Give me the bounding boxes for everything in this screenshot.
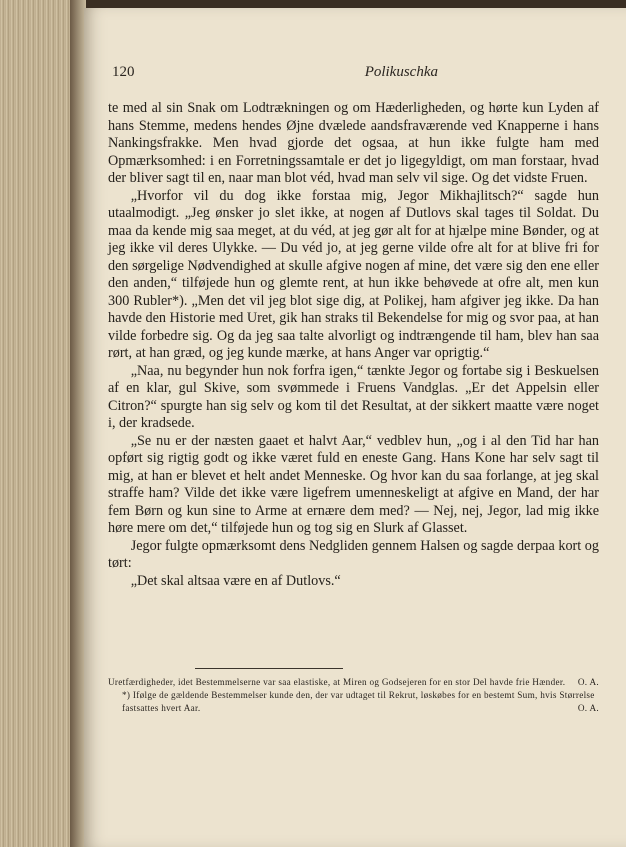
- page-number: 120: [112, 64, 135, 80]
- paragraph: „Naa, nu begynder hun nok forfra igen,“ tænkte Jegor og fortabe sig i Beskuelsen af en klar, gul Skive, som svømmede i Fruens Vandglas. „Er det Appelsin eller Citron?“ spurgte han sig selv og kom til det Resultat, at der sikkert maatte være noget i, der kradsede.: [108, 362, 599, 431]
- paragraph: „Hvorfor vil du dog ikke forstaa mig, Jegor Mikhajlitsch?“ sagde hun utaalmodigt. „Jeg ønsker jo slet ikke, at nogen af Dutlovs skal tages til Soldat. Du maa da kende mig saa meget, at du véd, at jeg gør alt for at hjælpe mine Bønder, og at jeg ikke vil deres Ulykke. — Du véd jo, at jeg gerne vilde ofre alt for at blive fri for den sørgelige Nødvendighed at skulle afgive nogen af mine, det være sig den ene eller den anden,“ tilføjede hun og glemte rent, at hun ikke behøvede at ofre alt, men kun 300 Rubler*). „Men det vil jeg blot sige dig, at Polikej, ham afgiver jeg ikke. Da han havde den Historie med Uret, gik han straks til Bekendelse for mig og svor paa, at han vilde forbedre sig. Og da jeg saa talte alvorligt og indtrængende til ham, blev han saa rørt, at han græd, og jeg kunde mærke, at hans Anger var oprigtig.“: [108, 187, 599, 361]
- running-title: Polikuschka: [364, 64, 438, 80]
- paragraph: te med al sin Snak om Lodtrækningen og om Hæderligheden, og hørte kun Lyden af hans Stemme, medens hendes Øjne dvælede aandsfraværende ved Knapperne i hans Nankingsfrakke. Men hvad gjorde det ogsaa, at hun ikke fulgte ham med Opmærksomhed: i en Forretningssamtale er det jo ligegyldigt, om man forstaar, hvad der bliver sagt til en, naar man blot véd, hvad man selv vil sige. Og det vidste Fruen.: [108, 100, 599, 186]
- footnote-signature: O. A.: [577, 677, 599, 687]
- footnotes: [108, 676, 599, 716]
- book-page-edges: [0, 0, 80, 847]
- footnote: [108, 689, 599, 715]
- footnote-signature: O. A.: [577, 703, 599, 714]
- footnote-text: Uretfærdigheder, idet Bestemmelserne var saa elastiske, at Miren og Godsejeren for en stor Del havde frie Hænder.: [108, 677, 566, 687]
- page-header: [112, 64, 438, 86]
- body-text: [108, 100, 599, 590]
- footnote: [108, 676, 599, 689]
- paragraph: „Det skal altsaa være en af Dutlovs.“: [130, 572, 341, 589]
- footnote-text: *) Ifølge de gældende Bestemmelser kunde den, der var udtaget til Rekrut, løskøbes for en bestemt Sum, hvis Størrelse fastsattes hvert Aar.: [122, 690, 595, 714]
- footnote-divider: [195, 668, 343, 669]
- paragraph: „Se nu er der næsten gaaet et halvt Aar,“ vedblev hun, „og i al den Tid har han opført sig rigtig godt og ikke været fuld en eneste Gang. Hans Kone har selv sagt til mig, at han er blevet et helt andet Menneske. Og hvor kan du saa forlange, at jeg skal straffe ham? Vilde det ikke være ligefrem umenneskeligt at afgive en Mand, der har fem Børn og kun sine to Arme at ernære dem med? — Nej, nej, Jegor, lad mig ikke høre mere om det,“ tilføjede hun og tog sig en Slurk af Glasset.: [108, 432, 599, 536]
- paragraph: Jegor fulgte opmærksomt dens Nedgliden gennem Halsen og sagde derpaa kort og tørt:: [108, 537, 599, 571]
